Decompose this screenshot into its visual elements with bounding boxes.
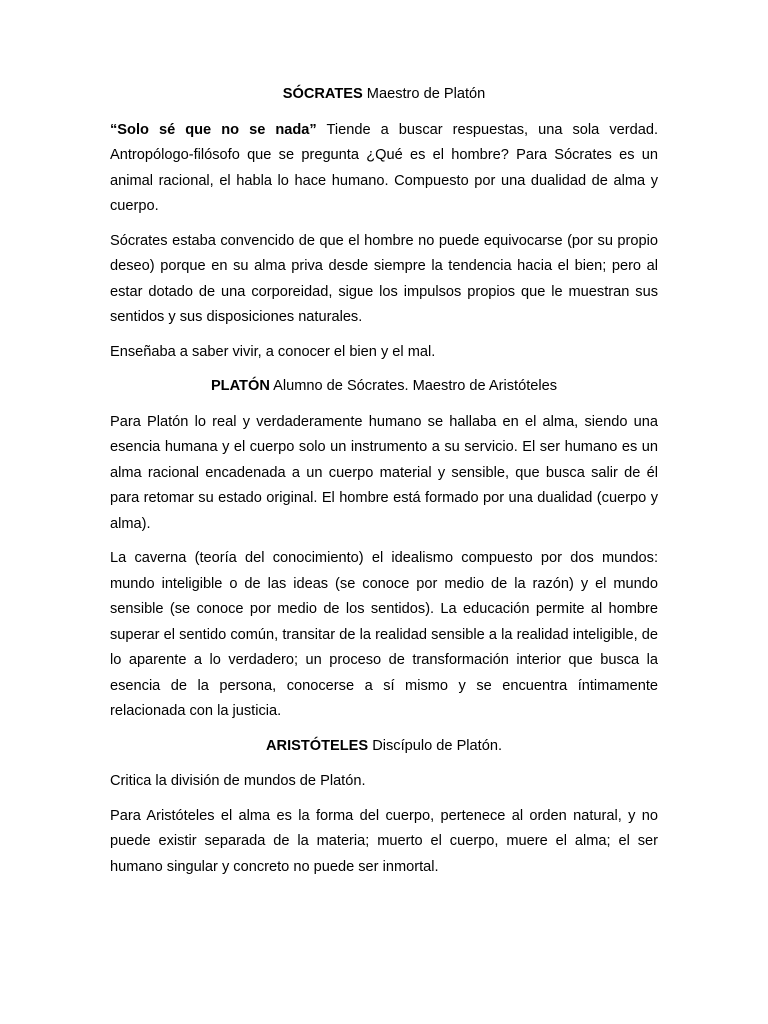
socrates-paragraph-2: Sócrates estaba convencido de que el hombre no puede equivocarse (por su propio deseo) porque en su alma priva desde siempre la tendencia hacia el bien; pero al estar dotado de una corporeidad, sigue los impulsos propios que le muestran sus sentidos y sus disposiciones naturales. [110, 232, 658, 325]
platon-paragraph-2: La caverna (teoría del conocimiento) el idealismo compuesto por dos mundos: mundo inteligible o de las ideas (se conoce por medio de la razón) y el mundo sensible (se conoce por medio de los sentidos). La educación permite al hombre superar el sentido común, transitar de la realidad sensible a la realidad inteligible, de lo aparente a lo verdadero; un proceso de transformación interior que busca la esencia de la persona, conocerse a sí mismo y se encuentra íntimamente relacionada con la justicia. [110, 550, 658, 719]
aristoteles-subtitle: Discípulo de Platón. [368, 737, 503, 754]
platon-title: PLATÓN [210, 378, 270, 394]
aristoteles-paragraph-2: Para Aristóteles el alma es la forma del cuerpo, pertenece al orden natural, y no puede existir separada de la materia; muerto el cuerpo, muere el alma; el ser humano singular y concreto no puede ser inmortal. [110, 807, 658, 875]
socrates-quote: “Solo sé que no se nada” [110, 121, 317, 138]
socrates-paragraph-1-text: Tiende a buscar respuestas, una sola verdad. Antropólogo-filósofo que se pregunta ¿Qué es el hombre? Para Sócrates es un animal racional, el habla lo hace humano. Compuesto por una dualidad de alma y cuerpo. [110, 121, 659, 214]
platon-paragraph-1: Para Platón lo real y verdaderamente humano se hallaba en el alma, siendo una esencia humana y el cuerpo solo un instrumento a su servicio. El ser humano es un alma racional encadenada a un cuerpo material y sensible, que busca salir de él para retomar su estado original. El hombre está formado por una dualidad (cuerpo y alma). [110, 413, 658, 532]
socrates-paragraph-1 [110, 118, 658, 220]
socrates-subtitle: Maestro de Platón [362, 86, 486, 102]
platon-subtitle: Alumno de Sócrates. Maestro de Aristóteles [269, 378, 558, 394]
aristoteles-heading [110, 734, 658, 760]
socrates-heading [110, 82, 658, 108]
aristoteles-title: ARISTÓTELES [265, 737, 369, 754]
platon-heading [110, 374, 658, 400]
socrates-paragraph-3: Enseñaba a saber vivir, a conocer el bien y el mal. [110, 343, 436, 360]
socrates-title: SÓCRATES [282, 86, 363, 102]
aristoteles-paragraph-1: Critica la división de mundos de Platón. [110, 773, 366, 789]
